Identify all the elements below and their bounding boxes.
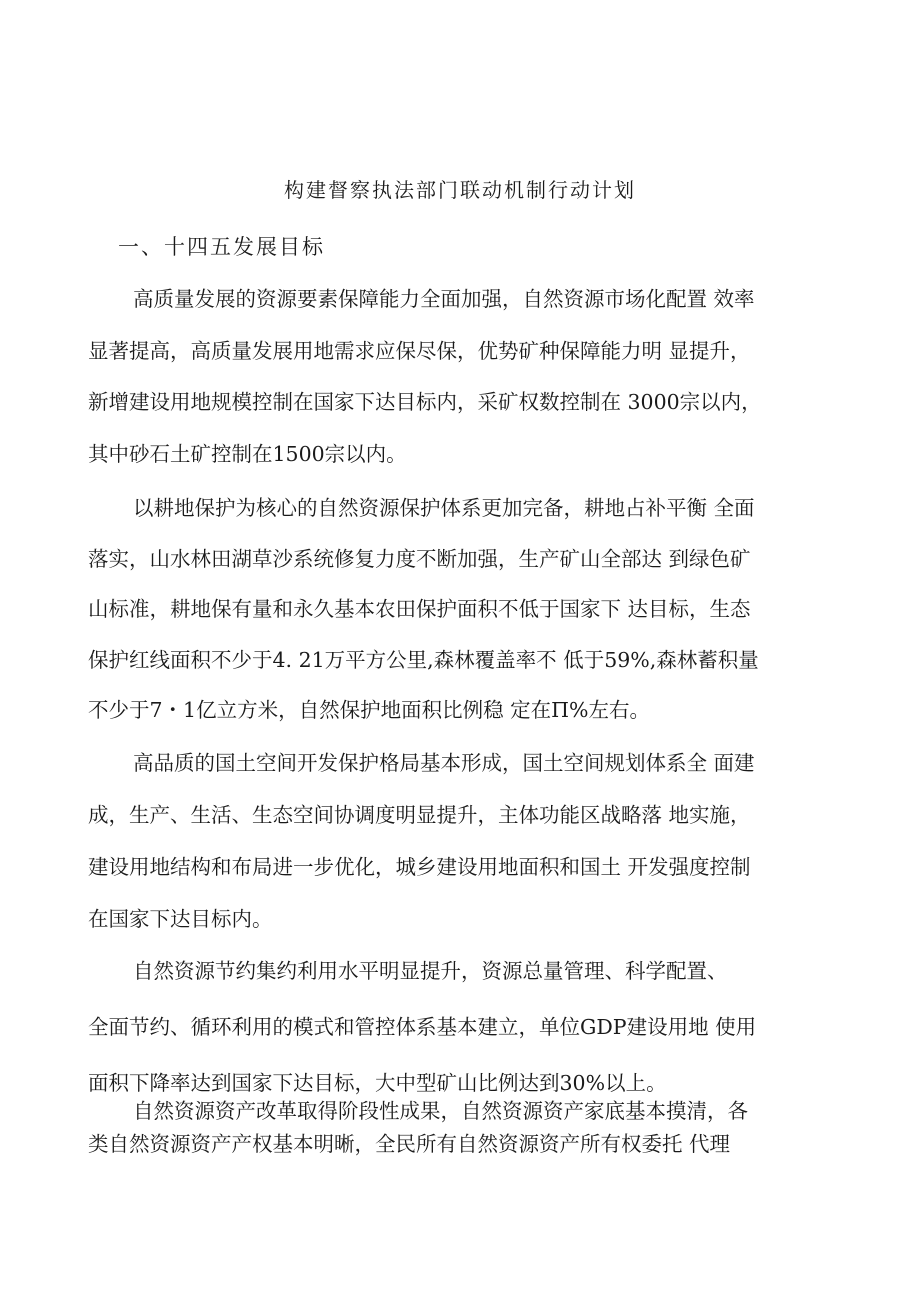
paragraph-line: 落实，山水林田湖草沙系统修复力度不断加强，生产矿山全部达 到绿色矿	[88, 546, 751, 571]
document-title: 构建督察执法部门联动机制行动计划	[284, 178, 636, 202]
paragraph-asset-reform	[88, 1096, 840, 1162]
paragraph-line: 高质量发展的资源要素保障能力全面加强，自然资源市场化配置 效率	[133, 287, 755, 311]
paragraph-line: 新增建设用地规模控制在国家下达目标内，采矿权数控制在 3000宗以内，	[88, 390, 762, 414]
paragraph-farmland-protection	[88, 493, 840, 746]
paragraph-line: 不少于7・1亿立方米，自然保护地面积比例稳 定在Π%左右。	[88, 698, 650, 722]
paragraph-line: 其中砂石土矿控制在1500宗以内。	[88, 441, 407, 466]
paragraph-line: 全面节约、循环利用的模式和管控体系基本建立，单位GDP建设用地 使用	[88, 1015, 757, 1039]
paragraph-line: 山标准，耕地保有量和永久基本农田保护面积不低于国家下 达目标，生态	[88, 597, 751, 621]
paragraph-line: 自然资源节约集约利用水平明显提升，资源总量管理、科学配置、	[133, 959, 728, 983]
paragraph-line: 类自然资源资产产权基本明晰，全民所有自然资源资产所有权委托 代理	[88, 1132, 731, 1156]
paragraph-line: 以耕地保护为核心的自然资源保护体系更加完备，耕地占补平衡 全面	[133, 496, 755, 520]
paragraph-line: 保护红线面积不少于4. 21万平方公里,森林覆盖率不 低于59%,森林蓄积量	[88, 647, 759, 672]
paragraph-line: 面积下降率达到国家下达目标，大中型矿山比例达到30%以上。	[88, 1071, 667, 1095]
section-heading: 一、十四五发展目标	[118, 235, 325, 259]
paragraph-line: 在国家下达目标内。	[88, 907, 273, 931]
paragraph-line: 自然资源资产改革取得阶段性成果，自然资源资产家底基本摸清，各	[133, 1099, 748, 1123]
paragraph-line: 显著提高，高质量发展用地需求应保尽保，优势矿种保障能力明 显提升，	[88, 338, 751, 363]
paragraph-line: 建设用地结构和布局进一步优化，城乡建设用地面积和国土 开发强度控制	[88, 855, 751, 879]
paragraph-line: 成，生产、生活、生态空间协调度明显提升，主体功能区战略落 地实施，	[88, 803, 751, 827]
paragraph-line: 高品质的国土空间开发保护格局基本形成，国土空间规划体系全 面建	[133, 751, 755, 775]
paragraph-spatial-planning	[88, 748, 840, 956]
paragraph-resource-guarantee	[88, 284, 840, 490]
